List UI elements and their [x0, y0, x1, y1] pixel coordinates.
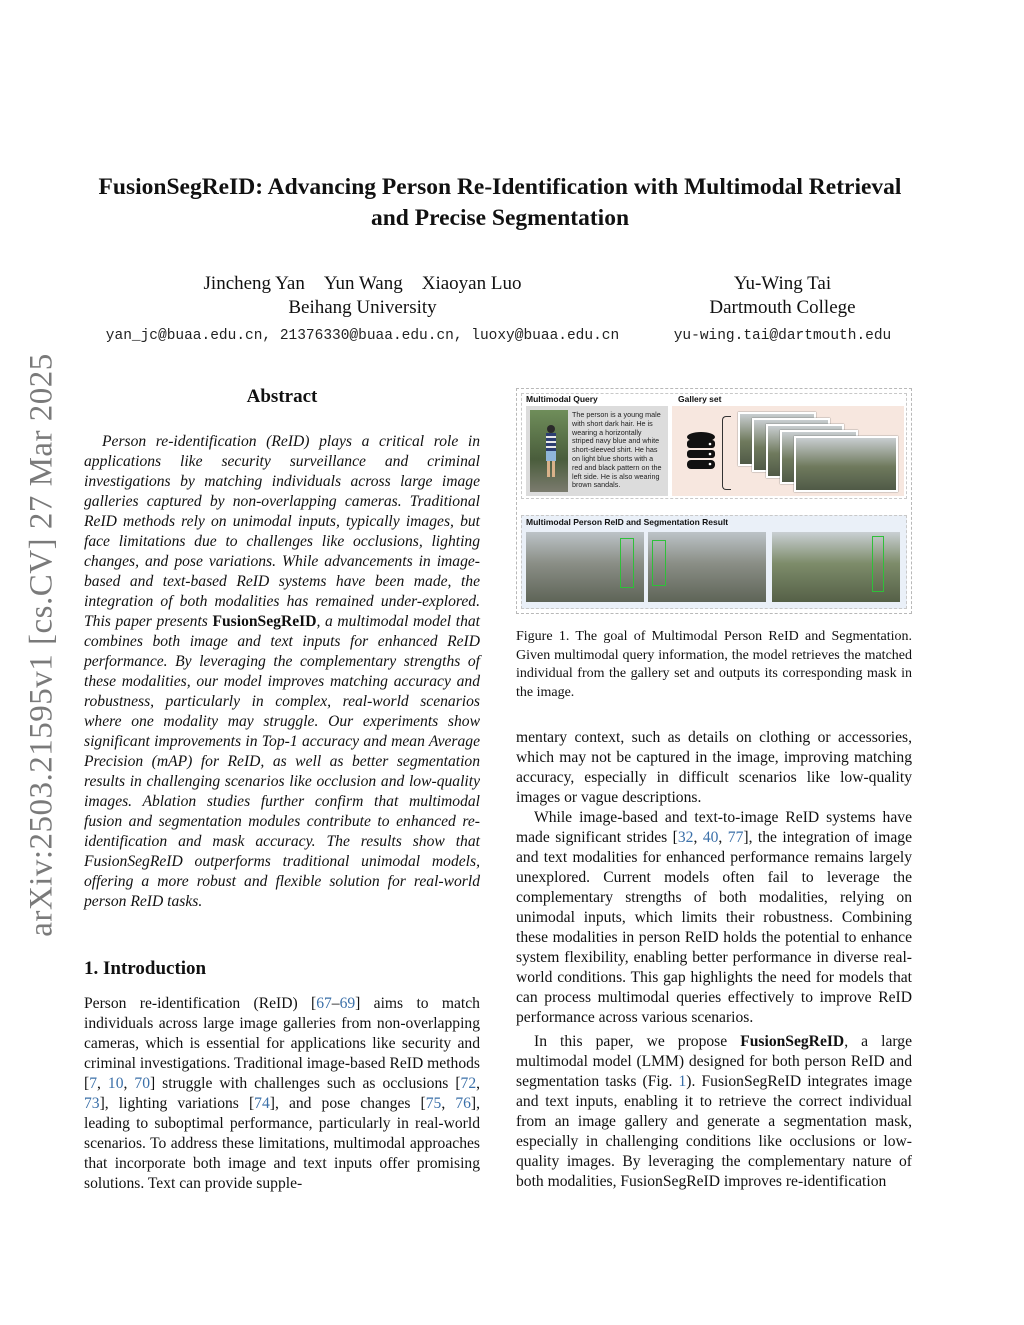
text-run: ], lighting variations [ [99, 1095, 255, 1112]
model-name-bold: FusionSegReID [740, 1033, 845, 1050]
citation-link[interactable]: 73 [84, 1095, 100, 1112]
abstract-text-1: Person re-identification (ReID) plays a critical role in applications like security surveillance and criminal investigations by matching individuals across large image galleries captured by non-overlapping cameras. Traditional ReID methods rely on unimodal inputs, typically images, but face limitations due to challenges like occlusions, lighting changes, and pose variations. While advancements in image-based and text-based ReID systems have been made, the integration of both modalities has remained under-explored. This paper presents [84, 433, 480, 630]
result-image [648, 532, 766, 602]
query-description: The person is a young male with short dark hair. He is wearing a horizontally striped navy blue and white short-sleeved shirt. He has on light blue shorts with a red and black pattern on the left side. He is also wearing brown sandals. [572, 410, 662, 490]
abstract-model-name: FusionSegReID [212, 613, 317, 630]
figure-ref-link[interactable]: 1 [678, 1073, 687, 1090]
text-run: ], and pose changes [ [269, 1095, 426, 1112]
text-run: ] aims to match individuals across large image galleries from non-overlapping cameras, which is essential for applications like security and criminal investigations. Traditional image-based ReID methods [ [84, 995, 480, 1092]
gallery-brace [722, 416, 731, 490]
citation-link[interactable]: 72 [460, 1075, 477, 1092]
query-label: Multimodal Query [526, 394, 598, 404]
citation-link[interactable]: 10 [107, 1075, 124, 1092]
paper-title [80, 172, 920, 234]
author-name-2: Yu-Wing Tai [733, 273, 832, 294]
text-run: , [476, 1075, 481, 1092]
citation-link[interactable]: 40 [702, 829, 719, 846]
arxiv-stamp-text: arXiv:2503.21595v1 [cs.CV] 27 Mar 2025 [23, 353, 60, 937]
result-image [772, 532, 900, 602]
figure-1 [516, 388, 912, 614]
title-line-1: FusionSegReID: Advancing Person Re-Identification with Multimodal Retrieval [98, 174, 902, 200]
text-run: , [97, 1075, 108, 1092]
right-paragraph-3 [516, 1032, 912, 1192]
citation-link[interactable]: 70 [134, 1075, 150, 1092]
citation-link[interactable]: 32 [677, 829, 694, 846]
author-name: Xiaoyan Luo [421, 273, 522, 294]
segmentation-box [872, 536, 884, 592]
intro-left-column [84, 994, 480, 1194]
figure-1-caption: Figure 1. The goal of Multimodal Person ReID and Segmentation. Given multimodal query information, the model retrieves the matched individual from the gallery set and outputs its corresponding mask in the image. [516, 629, 912, 700]
text-run: , [123, 1075, 135, 1092]
person-figure-icon [544, 424, 558, 480]
text-run: While image-based and text-to-image ReID systems have made significant strides [ [516, 809, 912, 846]
text-run: Person re-identification (ReID) [ [84, 995, 317, 1012]
citation-link[interactable]: 69 [339, 995, 356, 1012]
result-label: Multimodal Person ReID and Segmentation Result [526, 517, 729, 527]
text-run: In this paper, we propose [534, 1033, 741, 1050]
author-name: Yun Wang [323, 273, 403, 294]
author-group-1 [100, 272, 625, 348]
citation-link[interactable]: 77 [727, 829, 744, 846]
text-run: , [693, 829, 703, 846]
citation-link[interactable]: 74 [254, 1095, 270, 1112]
affiliation-2: Dartmouth College [709, 297, 856, 318]
figure-result-panel [521, 515, 907, 609]
citation-link[interactable]: 7 [89, 1075, 97, 1092]
citation-link[interactable]: 76 [455, 1095, 471, 1112]
segmentation-box [620, 538, 634, 588]
text-run: ). FusionSegReID integrates image and text inputs, enabling it to retrieve the correct individual from an image gallery and generate a segmentation mask, especially in challenging conditions like occlusions or low-quality images. By leveraging the complementary nature of both modalities, FusionSegReID improves re-identification [516, 1073, 912, 1190]
abstract-body [84, 432, 480, 912]
database-icon [686, 432, 716, 472]
author-email-2: yu-wing.tai@dartmouth.edu [673, 328, 892, 344]
text-run: ] struggle with challenges such as occlusions [ [150, 1075, 461, 1092]
title-line-2: and Precise Segmentation [370, 205, 630, 231]
abstract-text-2: , a multimodal model that combines both image and text inputs for enhanced ReID performance. By leveraging the complementary strengths of these modalities, our model improves matching accuracy and robustness, particularly in complex, real-world scenarios where one modality may struggle. Our experiments show significant improvements in Top-1 accuracy and mean Average Precision (mAP) for ReID, as well as better segmentation results in challenging scenarios like occlusion and low-quality images. Ablation studies further confirm that multimodal fusion and segmentation modules contribute to enhanced re-identification and mask accuracy. The results show that FusionSegReID outperforms traditional unimodal models, offering a more robust and flexible solution for real-world person ReID tasks. [84, 613, 481, 910]
result-image [526, 532, 644, 602]
intro-heading: 1. Introduction [84, 958, 207, 979]
figure-top-panel [521, 393, 907, 499]
intro-right-column [516, 728, 912, 1192]
arxiv-stamp [12, 350, 72, 940]
right-paragraph-1: mentary context, such as details on clothing or accessories, which may not be captured in the image, improving matching accuracy, especially in difficult scenarios like low-quality images or vague descriptions. [516, 729, 912, 806]
affiliation-1: Beihang University [288, 297, 437, 318]
author-emails-1: yan_jc@buaa.edu.cn, 21376330@buaa.edu.cn, luoxy@buaa.edu.cn [105, 328, 620, 344]
right-paragraph-2 [516, 808, 912, 1028]
gallery-set [672, 406, 904, 496]
text-run: ], leading to suboptimal performance, particularly in real-world scenarios. To address these limitations, multimodal approaches that incorporate both image and text inputs offer promising solutions. Text can provide supple- [84, 1095, 481, 1192]
gallery-image [794, 436, 898, 492]
abstract-heading: Abstract [246, 386, 318, 407]
gallery-label: Gallery set [678, 394, 722, 404]
text-run: , [718, 829, 728, 846]
text-run: , [441, 1095, 456, 1112]
author-name: Jincheng Yan [203, 273, 305, 294]
text-run: ], the integration of image and text modalities for enhanced performance remains largely unexplored. Current models often fail to leverage the complementary strengths of both modalities, relying on unimodal inputs, which limits their robustness. Combining these modalities in person ReID holds the potential to enhance system flexibility, enabling better performance in diverse real-world conditions. This gap highlights the need for models that can process multimodal queries effectively to improve ReID performance across various scenarios. [516, 829, 912, 1026]
multimodal-query-box [526, 406, 668, 496]
citation-link[interactable]: 75 [425, 1095, 442, 1112]
citation-link[interactable]: 67 [316, 995, 332, 1012]
text-run: , a large multimodal model (LMM) designed for both person ReID and segmentation tasks (Fig. [516, 1033, 913, 1090]
query-person-photo [530, 410, 568, 492]
author-names-1 [100, 272, 625, 296]
text-run: – [331, 995, 340, 1012]
author-group-2 [650, 272, 915, 348]
segmentation-box [652, 540, 666, 586]
